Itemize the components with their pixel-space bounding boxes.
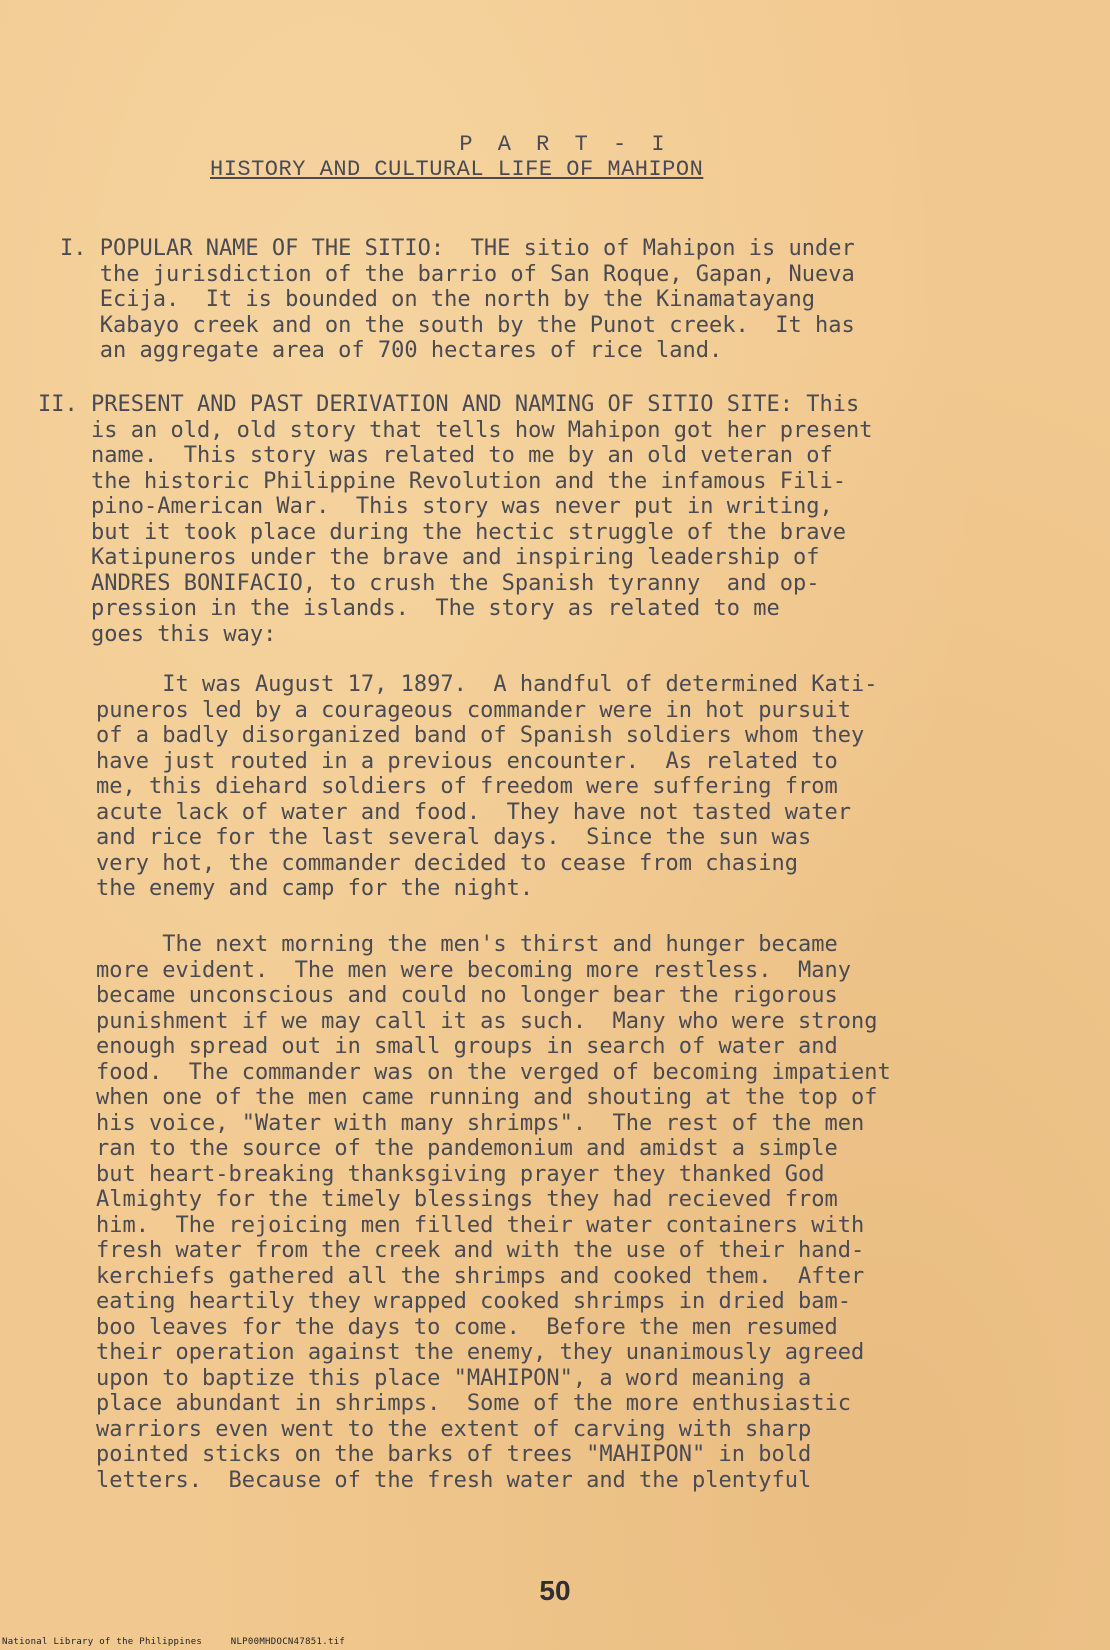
- page-number: 50: [539, 1575, 571, 1606]
- story-paragraph-2: The next morning the men's thirst and hunger became more evident. The men were becoming more restless. Many became unconscious and could no longer bear the rigorous punishment if we may call it as such. Many who were strong enough spread out in small groups in search of water and food. The commander was on the verged of becoming impatient when one of the men came running and shouting at the top of his voice, "Water with many shrimps". The rest of the men ran to the source of the pandemonium and amidst a simple but heart-breaking thanksgiving prayer they thanked God Almighty for the timely blessings they had recieved from him. The rejoicing men filled their water containers with fresh water from the creek and with the use of their hand- kerchiefs gathered all the shrimps and cooked them. After eating heartily they wrapped cooked shrimps in dried bam- boo leaves for the days to come. Before the men resumed their operation against the enemy, they unanimously agreed upon to baptize this place "MAHIPON", a word meaning a place abundant in shrimps. Some of the more enthusiastic warriors even went to the extent of carving with sharp pointed sticks on the barks of trees "MAHIPON" in bold letters. Because of the fresh water and the plentyful: [96, 932, 891, 1493]
- section-derivation: II. PRESENT AND PAST DERIVATION AND NAMING OF SITIO SITE: This is an old, old story that tells how Mahipon got her present name. This story was related to me by an old veteran of the historic Philippine Revolution and the infamous Fili- pino-American War. This story was never put in writing, but it took place during the hectic struggle of the brave Katipuneros under the brave and inspiring leadership of ANDRES BONIFACIO, to crush the Spanish tyranny and op- pression in the islands. The story as related to me goes this way:: [38, 392, 873, 647]
- part-label: P A R T - I: [459, 132, 671, 157]
- page-title: HISTORY AND CULTURAL LIFE OF MAHIPON: [210, 157, 704, 182]
- archive-footer: National Library of the Philippines NLP00MHDOCN47851.tif: [2, 1637, 346, 1647]
- story-paragraph-1: It was August 17, 1897. A handful of determined Kati- puneros led by a courageous commander were in hot pursuit of a badly disorganized band of Spanish soldiers whom they have just routed in a previous encounter. As related to me, this diehard soldiers of freedom were suffering from acute lack of water and food. They have not tasted water and rice for the last several days. Since the sun was very hot, the commander decided to cease from chasing the enemy and camp for the night.: [96, 672, 878, 901]
- section-popular-name: I. POPULAR NAME OF THE SITIO: THE sitio of Mahipon is under the jurisdiction of the barrio of San Roque, Gapan, Nueva Ecija. It is bounded on the north by the Kinamatayang Kabayo creek and on the south by the Punot creek. It has an aggregate area of 700 hectares of rice land.: [60, 236, 855, 363]
